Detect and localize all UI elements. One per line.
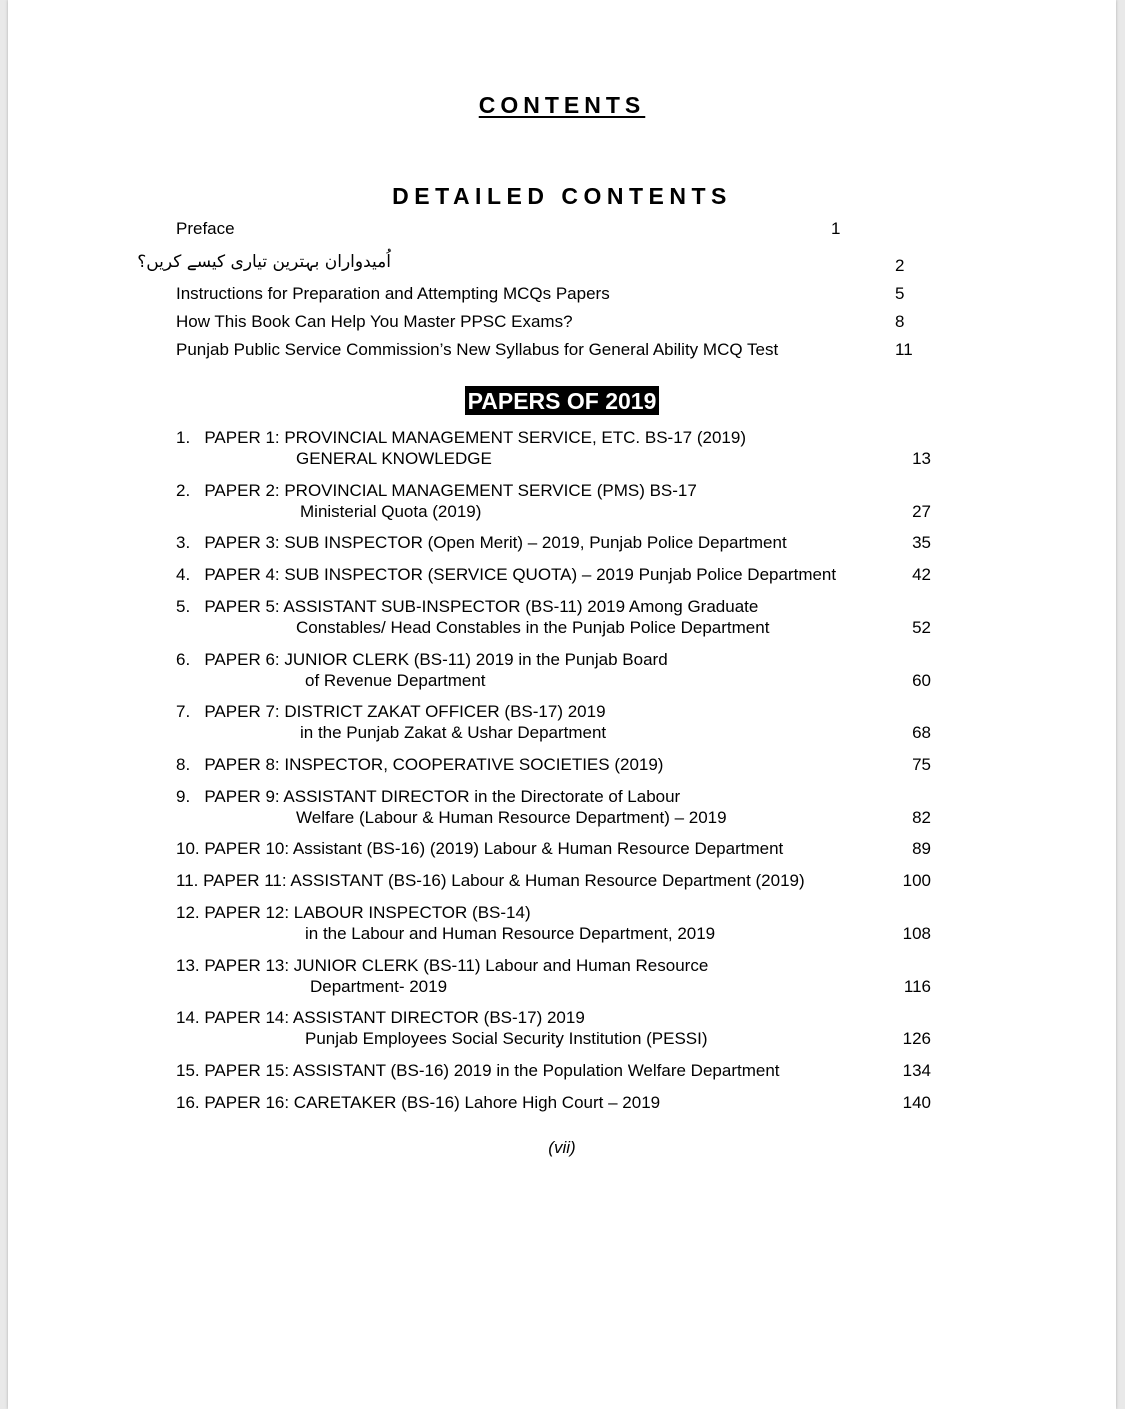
toc-page-number: 68 bbox=[912, 723, 931, 742]
toc-entry-paper-2: 2. PAPER 2: PROVINCIAL MANAGEMENT SERVICE (PMS) BS-17 Ministerial Quota (2019) 27 bbox=[176, 481, 931, 521]
toc-entry-paper-15: 15. PAPER 15: ASSISTANT (BS-16) 2019 in the Population Welfare Department 134 bbox=[176, 1061, 931, 1080]
toc-page-number: 75 bbox=[912, 755, 931, 774]
toc-page-number: 140 bbox=[902, 1093, 931, 1112]
toc-page-number: 116 bbox=[903, 977, 931, 996]
toc-entry-paper-4: 4. PAPER 4: SUB INSPECTOR (SERVICE QUOTA) – 2019 Punjab Police Department 42 bbox=[176, 565, 931, 584]
toc-page-number: 52 bbox=[912, 618, 931, 637]
toc-entry-paper-16: 16. PAPER 16: CARETAKER (BS-16) Lahore High Court – 2019 140 bbox=[176, 1093, 931, 1112]
toc-page-number: 5 bbox=[895, 284, 905, 303]
toc-page-number: 42 bbox=[912, 565, 931, 584]
toc-entry-paper-14: 14. PAPER 14: ASSISTANT DIRECTOR (BS-17) 2019 Punjab Employees Social Security Institution (PESSI) 126 bbox=[176, 1008, 931, 1048]
section-banner: PAPERS OF 2019 bbox=[8, 386, 1116, 415]
toc-entry-paper-5: 5. PAPER 5: ASSISTANT SUB-INSPECTOR (BS-11) 2019 Among Graduate Constables/ Head Constables in the Punjab Police Department 52 bbox=[176, 597, 931, 637]
toc-page-number: 89 bbox=[912, 839, 931, 858]
toc-entry-instructions: Instructions for Preparation and Attempting MCQs Papers bbox=[176, 284, 610, 303]
toc-entry-paper-1: 1. PAPER 1: PROVINCIAL MANAGEMENT SERVICE, ETC. BS-17 (2019) GENERAL KNOWLEDGE 13 bbox=[176, 428, 931, 468]
toc-page-number: 11 bbox=[895, 340, 913, 359]
toc-entry-paper-12: 12. PAPER 12: LABOUR INSPECTOR (BS-14) in the Labour and Human Resource Department, 2019 108 bbox=[176, 903, 931, 943]
toc-entry-paper-11: 11. PAPER 11: ASSISTANT (BS-16) Labour & Human Resource Department (2019) 100 bbox=[176, 871, 931, 890]
toc-entry-how-this-book: How This Book Can Help You Master PPSC Exams? bbox=[176, 312, 573, 331]
toc-entry-paper-8: 8. PAPER 8: INSPECTOR, COOPERATIVE SOCIETIES (2019) 75 bbox=[176, 755, 931, 774]
contents-heading: CONTENTS bbox=[478, 92, 646, 118]
toc-entry-paper-9: 9. PAPER 9: ASSISTANT DIRECTOR in the Directorate of Labour Welfare (Labour & Human Resource Department) – 2019 82 bbox=[176, 787, 931, 827]
detailed-contents-heading: DETAILED CONTENTS bbox=[392, 183, 732, 209]
toc-page-number: 13 bbox=[912, 449, 931, 468]
toc-page-number: 1 bbox=[831, 219, 841, 238]
toc-page-number: 8 bbox=[895, 312, 905, 331]
toc-page-number: 108 bbox=[902, 924, 931, 943]
page-folio: (vii) bbox=[548, 1138, 576, 1157]
toc-page-number: 100 bbox=[902, 871, 931, 890]
toc-page-number: 27 bbox=[912, 502, 931, 521]
toc-page-number: 35 bbox=[912, 533, 931, 552]
toc-page-number: 134 bbox=[902, 1061, 931, 1080]
document-page bbox=[8, 0, 1116, 1409]
toc-entry-paper-7: 7. PAPER 7: DISTRICT ZAKAT OFFICER (BS-17) 2019 in the Punjab Zakat & Ushar Department 68 bbox=[176, 702, 931, 742]
toc-page-number: 60 bbox=[912, 671, 931, 690]
toc-page-number: 2 bbox=[895, 256, 905, 275]
toc-entry-paper-3: 3. PAPER 3: SUB INSPECTOR (Open Merit) – 2019, Punjab Police Department 35 bbox=[176, 533, 931, 552]
toc-entry-paper-6: 6. PAPER 6: JUNIOR CLERK (BS-11) 2019 in the Punjab Board of Revenue Department 60 bbox=[176, 650, 931, 690]
toc-page-number: 126 bbox=[902, 1029, 931, 1048]
toc-entry-urdu: اُمیدواران بہترین تیاری کیسے کریں؟ bbox=[137, 252, 391, 272]
toc-entry-paper-10: 10. PAPER 10: Assistant (BS-16) (2019) Labour & Human Resource Department 89 bbox=[176, 839, 931, 858]
toc-page-number: 82 bbox=[912, 808, 931, 827]
toc-entry-preface: Preface bbox=[176, 219, 235, 238]
toc-entry-syllabus: Punjab Public Service Commission’s New Syllabus for General Ability MCQ Test bbox=[176, 340, 779, 359]
toc-entry-paper-13: 13. PAPER 13: JUNIOR CLERK (BS-11) Labour and Human Resource Department- 2019 116 bbox=[176, 956, 931, 996]
